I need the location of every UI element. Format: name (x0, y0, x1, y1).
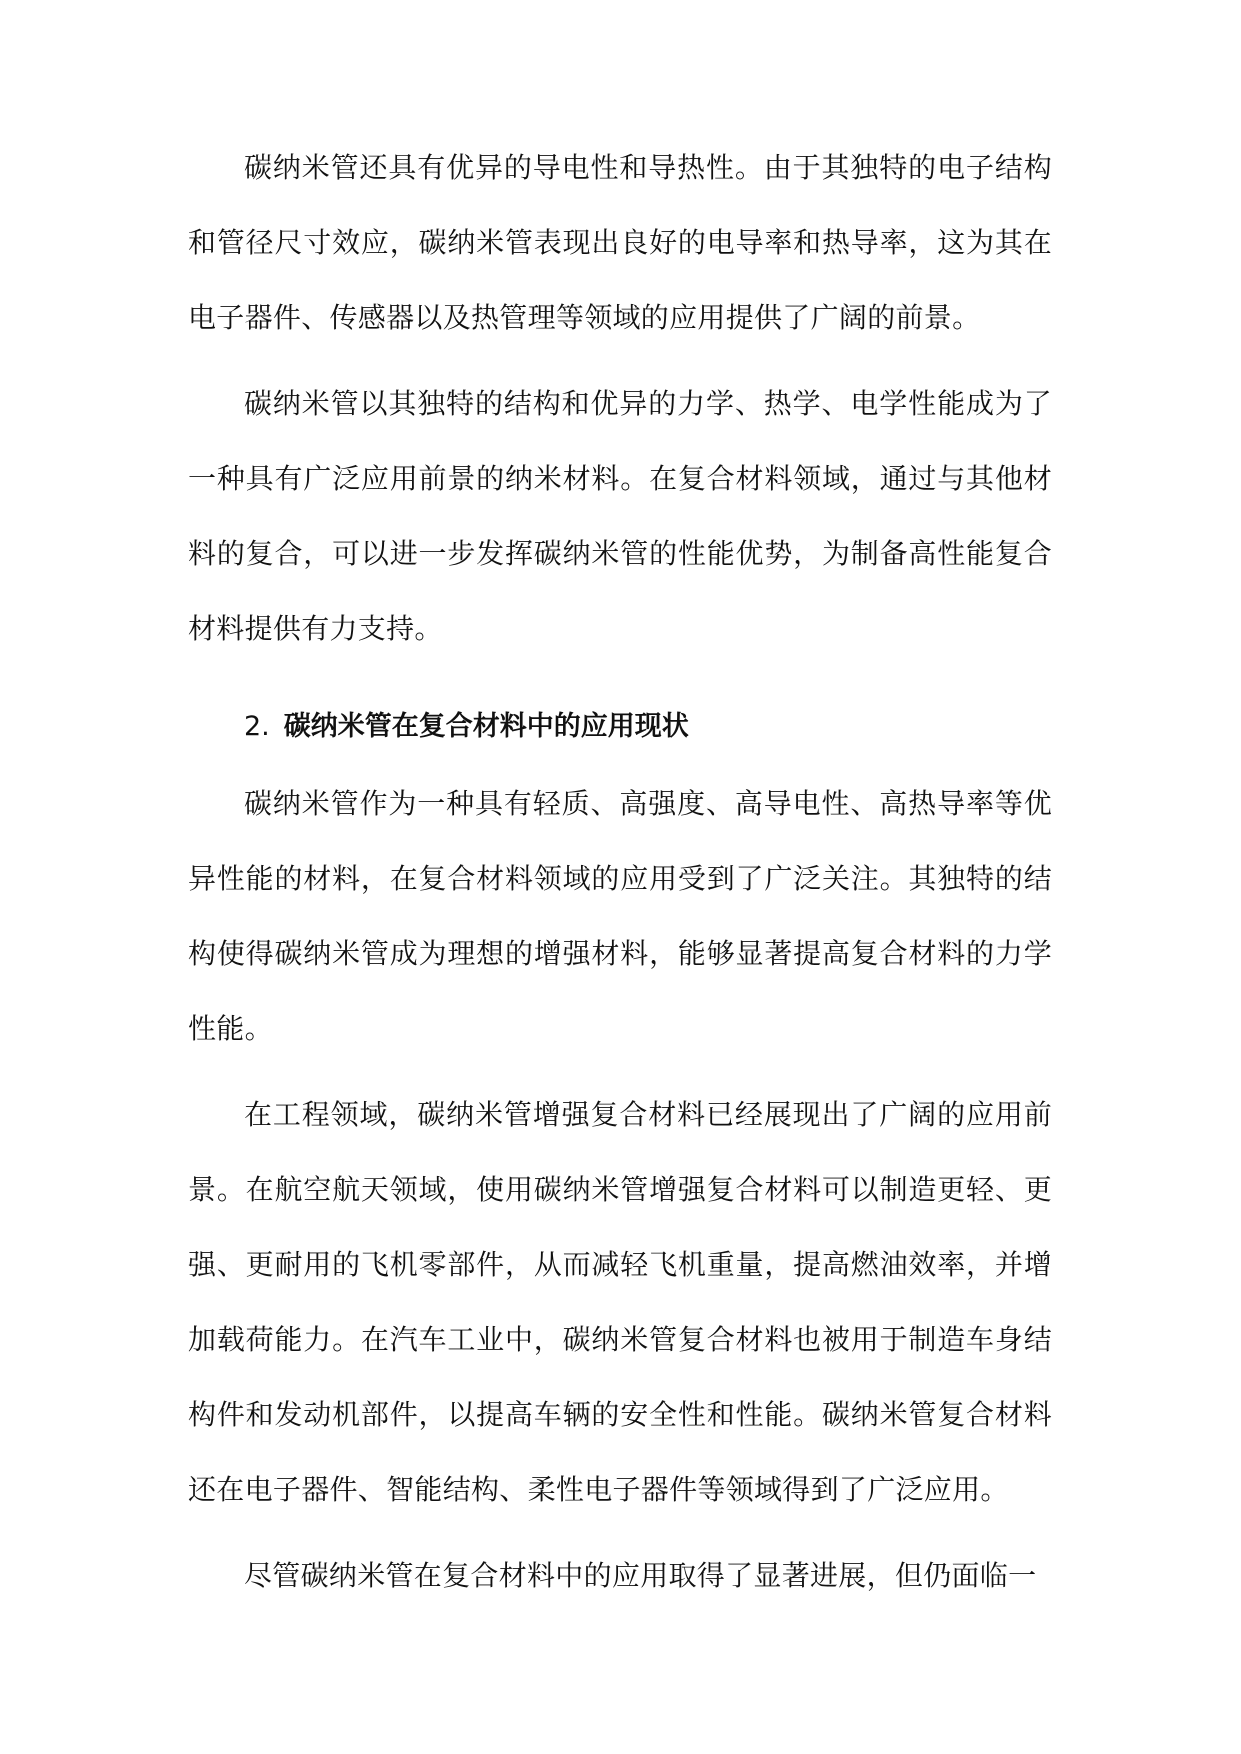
section-number: 2. (244, 711, 270, 742)
paragraph-summary: 碳纳米管以其独特的结构和优异的力学、热学、电学性能成为了一种具有广泛应用前景的纳米材料。在复合材料领域，通过与其他材料的复合，可以进一步发挥碳纳米管的性能优势，为制备高性能复合材料提供有力支持。 (188, 387, 1052, 645)
section-title: 碳纳米管在复合材料中的应用现状 (283, 711, 689, 742)
document-page (188, 130, 1052, 1624)
paragraph-overview: 碳纳米管作为一种具有轻质、高强度、高导电性、高热导率等优异性能的材料，在复合材料领域的应用受到了广泛关注。其独特的结构使得碳纳米管成为理想的增强材料，能够显著提高复合材料的力学性能。 (188, 787, 1052, 1045)
section-heading (244, 700, 1052, 754)
paragraph-conductivity: 碳纳米管还具有优异的导电性和导热性。由于其独特的电子结构和管径尺寸效应，碳纳米管表现出良好的电导率和热导率，这为其在电子器件、传感器以及热管理等领域的应用提供了广阔的前景。 (188, 151, 1052, 334)
paragraph-engineering: 在工程领域，碳纳米管增强复合材料已经展现出了广阔的应用前景。在航空航天领域，使用碳纳米管增强复合材料可以制造更轻、更强、更耐用的飞机零部件，从而减轻飞机重量，提高燃油效率，并增加载荷能力。在汽车工业中，碳纳米管复合材料也被用于制造车身结构件和发动机部件，以提高车辆的安全性和性能。碳纳米管复合材料还在电子器件、智能结构、柔性电子器件等领域得到了广泛应用。 (188, 1098, 1052, 1506)
paragraph-challenges: 尽管碳纳米管在复合材料中的应用取得了显著进展，但仍面临一 (244, 1559, 1037, 1592)
